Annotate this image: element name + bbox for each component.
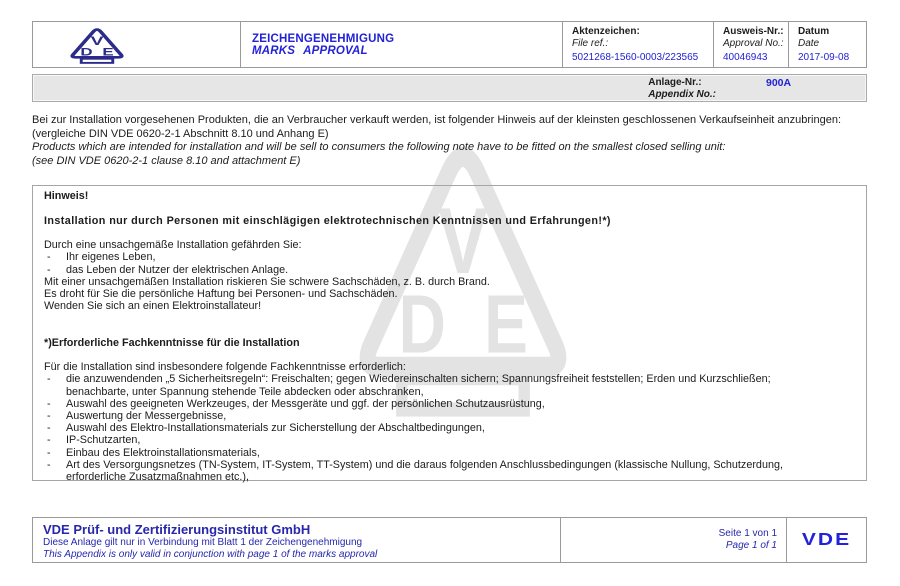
file-ref-label-en: File ref.: xyxy=(572,37,609,49)
notice-heading: Hinweis! xyxy=(44,190,89,203)
file-ref-value: 5021268-1560-0003/223565 xyxy=(572,51,699,63)
title-cell xyxy=(240,22,562,67)
spacer xyxy=(44,203,855,215)
spacer xyxy=(44,349,855,361)
approval-no-value: 40046943 xyxy=(723,51,768,63)
intro-line-en-2: (see DIN VDE 0620-2-1 clause 8.10 and attachment E) xyxy=(32,154,301,167)
date-label-en: Date xyxy=(798,37,820,49)
date-cell xyxy=(788,22,866,67)
intro-line-de-1: Bei zur Installation vorgesehenen Produkten, die an Verbraucher verkauft werden, ist folgender Hinweis auf der kleinsten geschlossenen Verkaufseinheit anzubringen: xyxy=(32,114,841,126)
file-ref-cell xyxy=(562,22,713,67)
notice-line: Wenden Sie sich an einen Elektroinstallateur! xyxy=(44,300,262,313)
appendix-value: 900A xyxy=(766,77,792,89)
appendix-bar xyxy=(32,74,867,102)
approval-no-label-de: Ausweis-Nr.: xyxy=(723,25,784,37)
notice-line: Es droht für Sie die persönliche Haftung bei Personen- und Sachschäden. xyxy=(44,287,398,300)
notice-box xyxy=(32,185,867,481)
document-header xyxy=(32,21,867,68)
footer-page-cell xyxy=(560,518,786,562)
spacer xyxy=(44,227,855,239)
notice-bullet: - IP-Schutzarten, xyxy=(44,434,830,446)
notice-bullet: - das Leben der Nutzer der elektrischen Anlage. xyxy=(44,264,830,276)
document-title-en: MARKS APPROVAL xyxy=(252,44,368,57)
vde-wordmark: VDE xyxy=(801,530,852,550)
intro-line-en-1: Products which are intended for installation and will be sell to consumers the following note have to be fitted on the smallest closed selling unit: xyxy=(32,141,726,154)
notice-section2-intro: Für die Installation sind insbesondere folgende Fachkenntnisse erforderlich: xyxy=(44,361,406,374)
approval-no-cell xyxy=(713,22,788,67)
spacer xyxy=(44,312,855,324)
notice-bullet: - Art des Versorgungsnetzes (TN-System, IT-System, TT-System) und die daraus folgenden Anschlussbedingungen (klassische Nullung, Schutzerdung, erforderliche Zusatzmaßnahmen etc.), xyxy=(44,459,830,483)
institute-name: VDE Prüf- und Zertifizierungsinstitut GmbH xyxy=(43,522,311,538)
date-value: 2017-09-08 xyxy=(798,51,850,63)
notice-bullet: - die anzuwendenden „5 Sicherheitsregeln“: Freischalten; gegen Wiedereinschalten sichern; Spannungsfreiheit feststellen; Erden und Kurzschließen; benachbarte, unter Spannung stehende Teile abdecken oder abschranken, xyxy=(44,373,830,397)
document-title-de: ZEICHENGENEHMIGUNG xyxy=(252,32,395,45)
notice-bullet: - Auswertung der Messergebnisse, xyxy=(44,410,830,422)
approval-no-label-en: Approval No.: xyxy=(723,37,784,49)
notice-bullet: - Auswahl des geeigneten Werkzeuges, der Messgeräte und ggf. der persönlichen Schutzausrüstung, xyxy=(44,398,830,410)
footer-note-en: This Appendix is only valid in conjunction with page 1 of the marks approval xyxy=(43,548,378,560)
appendix-label-en: Appendix No.: xyxy=(648,89,716,100)
intro-paragraph xyxy=(32,114,867,168)
footer xyxy=(32,517,867,563)
date-label-de: Datum xyxy=(798,25,830,37)
spacer xyxy=(44,325,855,337)
vde-triangle-icon xyxy=(62,25,132,64)
file-ref-label-de: Aktenzeichen: xyxy=(572,25,640,37)
appendix-label-de: Anlage-Nr.: xyxy=(648,77,702,88)
footer-logo-cell xyxy=(786,518,866,562)
notice-line: Mit einer unsachgemäßen Installation riskieren Sie schwere Sachschäden, z. B. durch Brand. xyxy=(44,275,490,288)
notice-bullet: - Einbau des Elektroinstallationsmaterials, xyxy=(44,447,830,459)
page-number-en: Page 1 of 1 xyxy=(725,540,777,552)
notice-bullet: - Auswahl des Elektro-Installationsmaterials zur Sicherstellung der Abschaltbedingungen, xyxy=(44,422,830,434)
logo-cell xyxy=(33,22,240,67)
page-number-de: Seite 1 von 1 xyxy=(718,528,777,540)
intro-line-de-2: (vergleiche DIN VDE 0620-2-1 Abschnitt 8.10 und Anhang E) xyxy=(32,127,329,140)
appendix-labels xyxy=(648,77,716,101)
notice-para1-intro: Durch eine unsachgemäße Installation gefährden Sie: xyxy=(44,239,302,252)
notice-section2-heading: *)Erforderliche Fachkenntnisse für die Installation xyxy=(44,336,300,349)
notice-bullet: - Ihr eigenes Leben, xyxy=(44,251,830,263)
footer-note-de: Diese Anlage gilt nur in Verbindung mit Blatt 1 der Zeichengenehmigung xyxy=(43,537,363,549)
footer-institute-cell xyxy=(33,518,560,562)
notice-subheading: Installation nur durch Personen mit einschlägigen elektrotechnischen Kenntnissen und Erfahrungen!*) xyxy=(44,214,611,227)
